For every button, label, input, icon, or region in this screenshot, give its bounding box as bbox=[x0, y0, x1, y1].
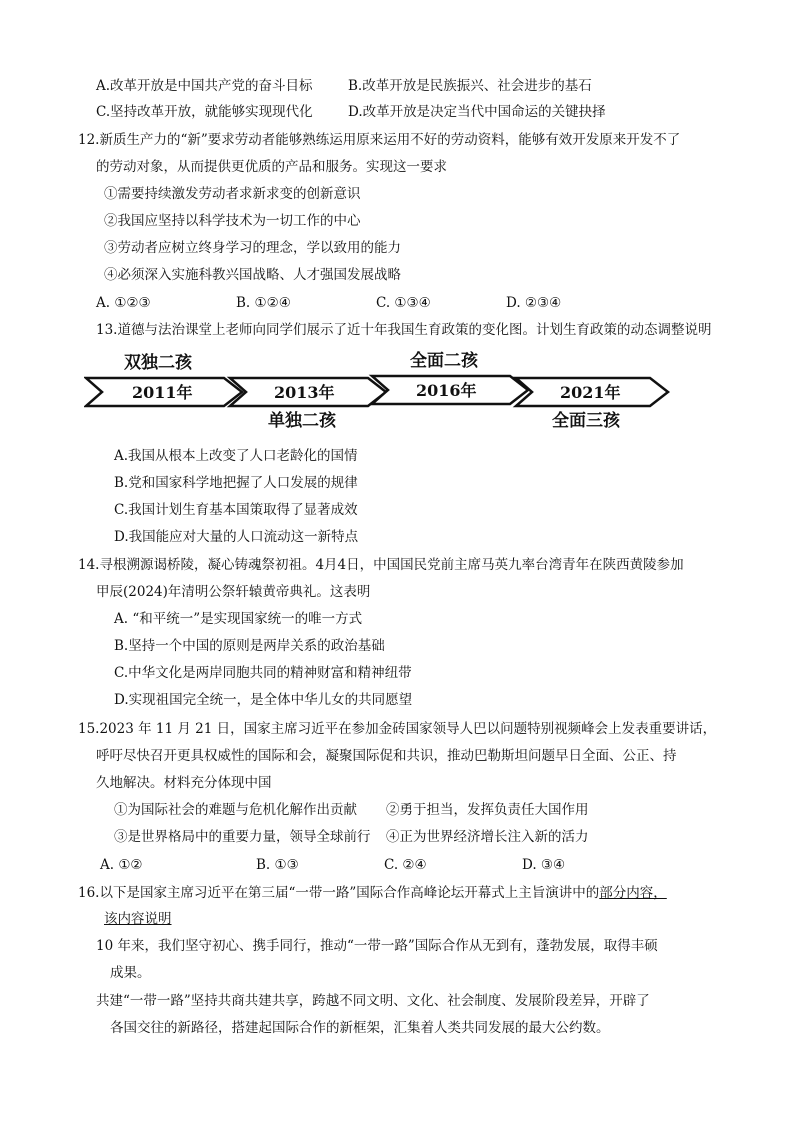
q16-para1-line2: 成果。 bbox=[110, 965, 151, 981]
q15-item-1: ①为国际社会的难题与危机化解作出贡献 bbox=[114, 802, 357, 818]
q13-stem: 13.道德与法治课堂上老师向同学们展示了近十年我国生育政策的变化图。计划生育政策的动态调整说明 bbox=[96, 322, 712, 338]
q15-stem-line2: 呼吁尽快召开更具权威性的国际和会，凝聚国际促和共识，推动巴勒斯坦问题早日全面、公正、持 bbox=[96, 748, 677, 764]
label-single-only-two-child: 单独二孩 bbox=[268, 411, 336, 431]
q12-option-d: D. ②③④ bbox=[506, 295, 562, 311]
q15-item-2: ②勇于担当，发挥负责任大国作用 bbox=[386, 802, 589, 818]
q16-para2-line1: 共建“一带一路”坚持共商共建共享，跨越不同文明、文化、社会制度、发展阶段差异，开辟了 bbox=[96, 993, 650, 1009]
q14-option-c: C.中华文化是两岸同胞共同的精神财富和精神纽带 bbox=[114, 665, 412, 681]
q15-stem-line1: 15.2023 年 11 月 21 日，国家主席习近平在参加金砖国家领导人巴以问题特别视频峰会上发表重要讲话， bbox=[78, 721, 717, 737]
q11-option-b: B.改革开放是民族振兴、社会进步的基石 bbox=[348, 78, 592, 94]
q15-option-a: A. ①② bbox=[100, 857, 143, 873]
q13-option-d: D.我国能应对大量的人口流动这一新特点 bbox=[114, 529, 359, 545]
q12-option-a: A. ①②③ bbox=[96, 295, 151, 311]
q16-stem-line2: 该内容说明 bbox=[104, 911, 172, 927]
q14-option-a: A. “和平统一”是实现国家统一的唯一方式 bbox=[114, 611, 363, 627]
year-2013: 2013年 bbox=[274, 383, 335, 402]
q13-option-c: C.我国计划生育基本国策取得了显著成效 bbox=[114, 502, 358, 518]
policy-timeline bbox=[84, 351, 684, 434]
q16-stem-line1 bbox=[78, 880, 667, 906]
q14-stem-line2: 甲辰(2024)年清明公祭轩辕黄帝典礼。这表明 bbox=[96, 584, 371, 600]
q15-item-3: ③是世界格局中的重要力量，领导全球前行 bbox=[114, 829, 371, 845]
q12-stem-line2: 的劳动对象，从而提供更优质的产品和服务。实现这一要求 bbox=[96, 159, 447, 175]
q14-option-d: D.实现祖国完全统一，是全体中华儿女的共同愿望 bbox=[114, 692, 413, 708]
q16-stem-prefix: 16.以下是国家主席习近平在第三届“一带一路”国际合作高峰论坛开幕式上主旨演讲中的 bbox=[78, 885, 600, 901]
q15-option-b: B. ①③ bbox=[256, 857, 299, 873]
label-double-only-two-child: 双独二孩 bbox=[124, 353, 192, 373]
year-2016: 2016年 bbox=[416, 381, 477, 400]
year-2011: 2011年 bbox=[132, 383, 193, 402]
q15-option-d: D. ③④ bbox=[522, 857, 566, 873]
q12-item-4: ④必须深入实施科教兴国战略、人才强国发展战略 bbox=[104, 267, 401, 283]
label-universal-two-child: 全面二孩 bbox=[410, 351, 478, 371]
q12-option-c: C. ①③④ bbox=[376, 295, 431, 311]
q15-option-c: C. ②④ bbox=[384, 857, 427, 873]
q11-option-d: D.改革开放是决定当代中国命运的关键抉择 bbox=[348, 104, 606, 120]
q13-option-b: B.党和国家科学地把握了人口发展的规律 bbox=[114, 475, 358, 491]
label-universal-three-child: 全面三孩 bbox=[552, 411, 620, 431]
q12-item-3: ③劳动者应树立终身学习的理念，学以致用的能力 bbox=[104, 240, 401, 256]
q16-para1-line1: 10 年来，我们坚守初心、携手同行，推动“一带一路”国际合作从无到有，蓬勃发展，取得丰硕 bbox=[96, 938, 658, 954]
q13-option-a: A.我国从根本上改变了人口老龄化的国情 bbox=[114, 448, 358, 464]
q14-option-b: B.坚持一个中国的原则是两岸关系的政治基础 bbox=[114, 638, 385, 654]
q12-stem-line1: 12.新质生产力的“新”要求劳动者能够熟练运用原来运用不好的劳动资料，能够有效开发原来开发不了 bbox=[78, 132, 681, 148]
q16-stem-underlined-1: 部分内容， bbox=[599, 885, 667, 901]
q14-stem-line1: 14.寻根溯源谒桥陵，凝心铸魂祭初祖。4月4日，中国国民党前主席马英九率台湾青年在陕西黄陵参加 bbox=[78, 557, 684, 573]
q12-item-2: ②我国应坚持以科学技术为一切工作的中心 bbox=[104, 213, 361, 229]
q16-para2-line2: 各国交往的新路径，搭建起国际合作的新框架，汇集着人类共同发展的最大公约数。 bbox=[110, 1020, 610, 1036]
q11-option-a: A.改革开放是中国共产党的奋斗目标 bbox=[96, 78, 313, 94]
year-2021: 2021年 bbox=[560, 383, 621, 402]
q12-item-1: ①需要持续激发劳动者求新求变的创新意识 bbox=[104, 186, 361, 202]
q11-option-c: C.坚持改革开放，就能够实现现代化 bbox=[96, 104, 313, 120]
q15-item-4: ④正为世界经济增长注入新的活力 bbox=[386, 829, 589, 845]
q15-stem-line3: 久地解决。材料充分体现中国 bbox=[96, 775, 272, 791]
q12-option-b: B. ①②④ bbox=[236, 295, 291, 311]
